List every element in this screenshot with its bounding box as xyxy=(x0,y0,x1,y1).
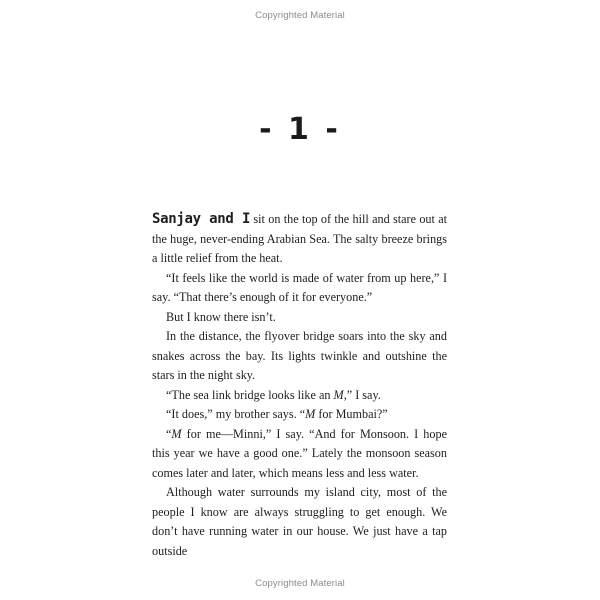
paragraph-text: “It does,” my brother says. “ xyxy=(166,407,306,421)
italic-text: M xyxy=(333,387,344,402)
italic-text: M xyxy=(171,426,182,441)
paragraph-text: sit on the top of the hill and stare out at the huge, never-ending Arabian Sea. The salty breeze brings a little relief from the heat. xyxy=(152,212,448,265)
copyright-watermark-top: Copyrighted Material xyxy=(255,10,345,21)
chapter-heading: - 1 - xyxy=(259,112,341,147)
paragraph xyxy=(152,210,447,269)
chapter-body xyxy=(152,210,447,561)
paragraph xyxy=(152,386,447,406)
lead-in-text: Sanjay and I xyxy=(152,211,251,227)
paragraph: But I know there isn’t. xyxy=(166,309,276,324)
italic-text: M xyxy=(305,407,316,421)
paragraph xyxy=(152,405,447,425)
paragraph-text: for me—Minni,” I say. “And for Monsoon. I hope this year we have a good one.” Lately the monsoon season comes later and later, which means less and less water. xyxy=(152,426,447,480)
paragraph-text: ,” I say. xyxy=(343,387,381,402)
paragraph-text: “The sea link bridge looks like an xyxy=(166,387,334,402)
copyright-watermark-bottom: Copyrighted Material xyxy=(255,578,345,589)
paragraph xyxy=(152,425,447,484)
paragraph: “It feels like the world is made of water from up here,” I say. “That there’s enough of it for everyone.” xyxy=(152,270,447,304)
paragraph-text: for Mumbai?” xyxy=(315,407,388,421)
paragraph: In the distance, the flyover bridge soars into the sky and snakes across the bay. Its lights twinkle and outshine the stars in the night sky. xyxy=(152,329,447,382)
paragraph-text: “ xyxy=(166,426,172,441)
paragraph: Although water surrounds my island city, most of the people I know are always struggling to get enough. We don’t have running water in our house. We just have a tap outside xyxy=(152,485,447,558)
